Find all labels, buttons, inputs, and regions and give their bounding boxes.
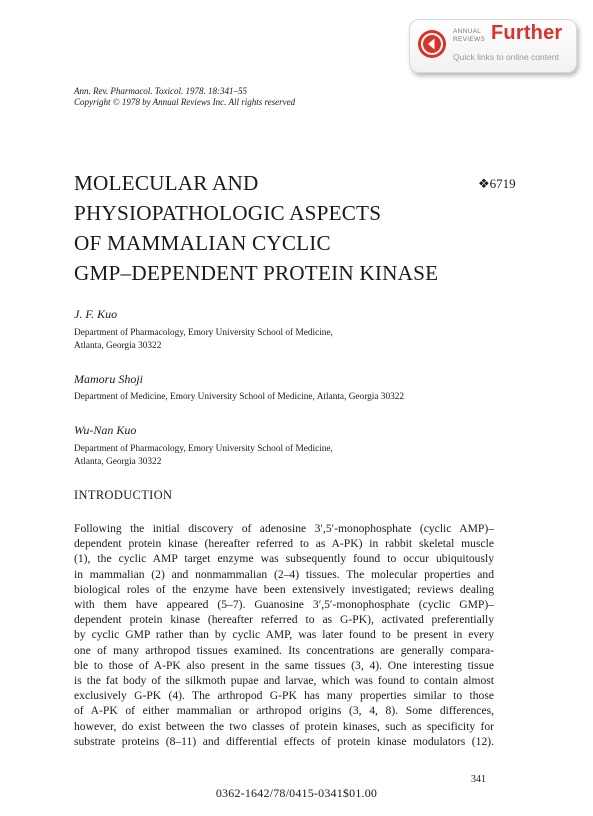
body-line: with them have appeared (5–7). Guanosine 3′,5′-monophosphate (cyclic GMP)– (74, 598, 494, 612)
title-line: GMP–DEPENDENT PROTEIN KINASE (74, 261, 439, 285)
body-line: by cyclic GMP rather than by cyclic AMP, was later found to be present in every (74, 628, 494, 642)
affiliation-line: Department of Medicine, Emory University School of Medicine, Atlanta, Georgia 30322 (74, 392, 405, 402)
body-line: is the fat body of the silkmoth pupae and larvae, which was found to contain almost (74, 674, 494, 688)
footer-code: 0362-1642/78/0415-0341$01.00 (215, 786, 378, 800)
author-name: Mamoru Shoji (74, 372, 143, 386)
badge-tagline: Quick links to online content (453, 52, 559, 62)
badge-publisher-label (453, 28, 485, 43)
body-line: Following the initial discovery of adenosine 3′,5′-monophosphate (cyclic AMP)– (74, 522, 494, 535)
body-line: biological roles of the enzyme have been extensively investigated; reviews dealing (74, 582, 494, 596)
badge-annual-text: ANNUAL (453, 28, 482, 35)
article-title (74, 168, 494, 288)
title-line: MOLECULAR AND (74, 171, 259, 195)
affiliation-line: Atlanta, Georgia 30322 (74, 457, 162, 467)
body-line: ble to those of A-PK also present in the same tissues (3, 4). One interesting tissue (74, 658, 494, 672)
body-line: however, do exist between the two classes of protein kinases, such as specificity for (74, 719, 494, 733)
author-name: J. F. Kuo (74, 307, 118, 321)
body-line: substrate proteins (8–11) and differential effects of protein kinase modulators (12). (74, 734, 494, 748)
body-line: of A-PK of either mammalian or arthropod origins (3, 4, 8). Some differences, (74, 704, 494, 718)
author-name: Wu-Nan Kuo (74, 423, 137, 437)
affiliation-line: Department of Pharmacology, Emory University School of Medicine, (74, 444, 333, 454)
body-line: exclusively G-PK (4). The arthropod G-PK has many properties similar to those (74, 689, 494, 703)
affiliation-line: Department of Pharmacology, Emory University School of Medicine, (74, 328, 333, 338)
body-paragraph (74, 521, 494, 749)
arrow-left-circle-icon (418, 30, 446, 58)
page-number: 341 (471, 774, 486, 785)
badge-further-text: Further (491, 22, 563, 44)
citation-line-2: Copyright © 1978 by Annual Reviews Inc. All rights reserved (74, 97, 296, 107)
badge-reviews-text: REVIEWS (453, 35, 486, 43)
body-line: in mammalian (2) and nonmammalian (2–4) tissues. The molecular properties and (74, 567, 494, 581)
annual-reviews-further-badge[interactable] (409, 19, 577, 73)
section-heading: INTRODUCTION (74, 488, 173, 502)
affiliation-line: Atlanta, Georgia 30322 (74, 341, 162, 351)
title-line: PHYSIOPATHOLOGIC ASPECTS (74, 201, 382, 225)
reference-number: ❖6719 (478, 176, 516, 191)
author-affiliation (74, 443, 333, 469)
body-line: dependent protein kinase (hereafter referred to as G-PK), activated preferentially (74, 613, 494, 627)
body-line: one of many arthropod tissues examined. Its concentrations are generally compara- (74, 643, 494, 657)
author-affiliation (74, 391, 404, 404)
citation-line-1: Ann. Rev. Pharmacol. Toxicol. 1978. 18:341–55 (74, 86, 247, 96)
body-line: (1), the cyclic AMP target enzyme was subsequently found to occur ubiquitously (74, 552, 494, 566)
author-affiliation (74, 327, 333, 353)
body-line: dependent protein kinase (hereafter referred to as A-PK) in rabbit skeletal muscle (74, 537, 494, 551)
title-line: OF MAMMALIAN CYCLIC (74, 231, 331, 255)
